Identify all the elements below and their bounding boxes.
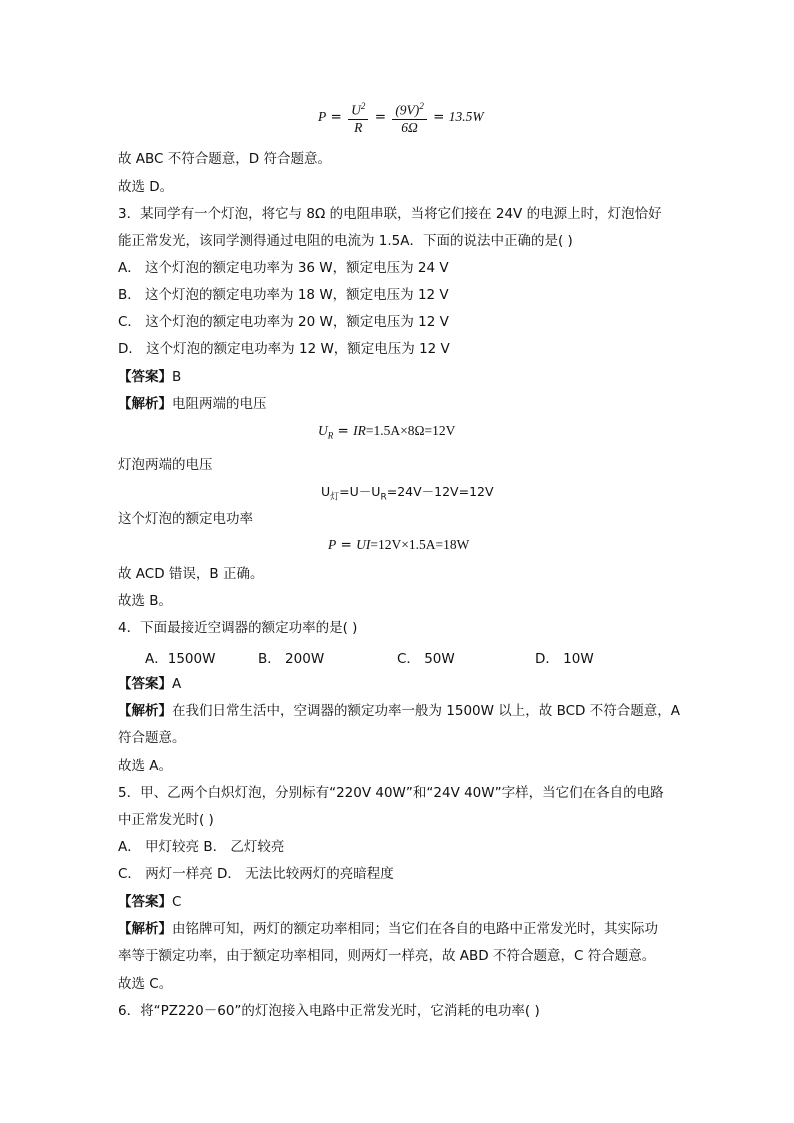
answer-tag: 【答案】	[118, 676, 172, 692]
formula-6ohm: 6Ω	[401, 119, 418, 135]
text-line: 故选 A。	[118, 758, 173, 774]
formula-ul	[321, 482, 494, 503]
formula-ur-ir: IR	[353, 423, 366, 438]
question-3-line1: 3．某同学有一个灯泡，将它与 8Ω 的电阻串联，当将它们接在 24V 的电源上时，灯泡恰好	[118, 206, 662, 222]
text-line: 故 ABC 不符合题意，D 符合题意。	[118, 151, 331, 167]
formula-ul-b: =U－U	[339, 484, 381, 499]
formula-r: R	[354, 119, 363, 135]
question-3-answer	[118, 368, 181, 386]
answer-tag: 【答案】	[118, 894, 172, 910]
question-3-explanation	[118, 395, 267, 413]
formula-p-eq: =	[340, 537, 352, 553]
question-4-option-c: C． 50W	[397, 651, 455, 667]
question-4-option-b: B． 200W	[258, 651, 325, 667]
formula-ul-a: U	[321, 484, 331, 499]
answer-tag: 【答案】	[118, 369, 172, 385]
formula-ur-u: U	[318, 423, 328, 438]
formula-ur-eq: =	[337, 423, 349, 439]
formula-result: 13.5W	[448, 108, 484, 124]
formula-ur	[318, 423, 455, 441]
formula-ul-sub2: R	[380, 492, 387, 503]
text-line: 符合题意。	[118, 730, 186, 746]
text-line: 故选 B。	[118, 593, 173, 609]
text-line: 故选 D。	[118, 179, 174, 195]
question-4-answer	[118, 675, 181, 693]
answer-value: C	[172, 894, 182, 910]
text-line: 这个灯泡的额定电功率	[118, 511, 253, 527]
question-5-options-ab: A． 甲灯较亮 B． 乙灯较亮	[118, 839, 285, 855]
question-3-option-a: A． 这个灯泡的额定电功率为 36 W，额定电压为 24 V	[118, 260, 449, 276]
question-3-option-b: B． 这个灯泡的额定电功率为 18 W，额定电压为 12 V	[118, 287, 449, 303]
formula-eq3: =	[433, 108, 445, 125]
formula-9v: (9V)	[395, 102, 420, 118]
explanation-text: 在我们日常生活中，空调器的额定功率一般为 1500W 以上，故 BCD 不符合题意，A	[172, 703, 680, 719]
formula-sq: 2	[360, 101, 366, 111]
formula-frac-u2-r	[348, 98, 368, 136]
formula-p-ui: UI	[356, 537, 371, 552]
formula-sq2: 2	[419, 101, 424, 111]
question-4-explanation	[118, 702, 680, 720]
question-4-option-a: A．1500W	[145, 651, 216, 667]
text-line: 故 ACD 错误，B 正确。	[118, 566, 264, 582]
explanation-tag: 【解析】	[118, 921, 172, 937]
formula-p	[328, 537, 469, 553]
text-line: 率等于额定功率，由于额定功率相同，则两灯一样亮，故 ABD 不符合题意，C 符合题意。	[118, 948, 656, 964]
question-4-option-d: D． 10W	[535, 651, 594, 667]
formula-p: P	[318, 108, 327, 124]
formula-p-p: P	[328, 537, 337, 552]
explanation-tag: 【解析】	[118, 396, 172, 412]
formula-ul-sub: 灯	[330, 492, 340, 503]
formula-p-rest: =12V×1.5A=18W	[370, 537, 470, 552]
formula-ur-rest: =1.5A×8Ω=12V	[365, 423, 456, 438]
text-line: 故选 C。	[118, 976, 173, 992]
question-3-option-d: D． 这个灯泡的额定电功率为 12 W，额定电压为 12 V	[118, 341, 450, 357]
formula-eq2: =	[374, 108, 387, 125]
formula-u: U	[351, 102, 361, 118]
question-5-options-cd: C． 两灯一样亮 D． 无法比较两灯的亮暗程度	[118, 866, 394, 882]
question-5-line1: 5．甲、乙两个白炽灯泡，分别标有“220V 40W”和“24V 40W”字样，当它们在各自的电路	[118, 785, 664, 801]
answer-value: A	[172, 676, 182, 692]
explanation-tag: 【解析】	[118, 703, 172, 719]
explanation-text: 电阻两端的电压	[172, 396, 267, 412]
formula-ur-sub: R	[327, 430, 334, 441]
question-5-explanation	[118, 920, 658, 938]
question-5-answer	[118, 893, 181, 911]
formula-ul-c: =24V－12V=12V	[386, 484, 494, 499]
answer-value: B	[172, 369, 182, 385]
question-4: 4．下面最接近空调器的额定功率的是( )	[118, 620, 358, 636]
formula-eq1: =	[330, 108, 342, 125]
formula-frac-9v	[392, 98, 427, 136]
text-line: 灯泡两端的电压	[118, 457, 213, 473]
question-3-option-c: C． 这个灯泡的额定电功率为 20 W，额定电压为 12 V	[118, 314, 449, 330]
question-5-line2: 中正常发光时( )	[118, 812, 214, 828]
explanation-text: 由铭牌可知，两灯的额定功率相同；当它们在各自的电路中正常发光时，其实际功	[172, 921, 658, 937]
question-3-line2: 能正常发光，该同学测得通过电阻的电流为 1.5A．下面的说法中正确的是( )	[118, 233, 573, 249]
formula-power-top	[318, 98, 484, 136]
question-6: 6．将“PZ220－60”的灯泡接入电路中正常发光时，它消耗的电功率( )	[118, 1003, 540, 1019]
